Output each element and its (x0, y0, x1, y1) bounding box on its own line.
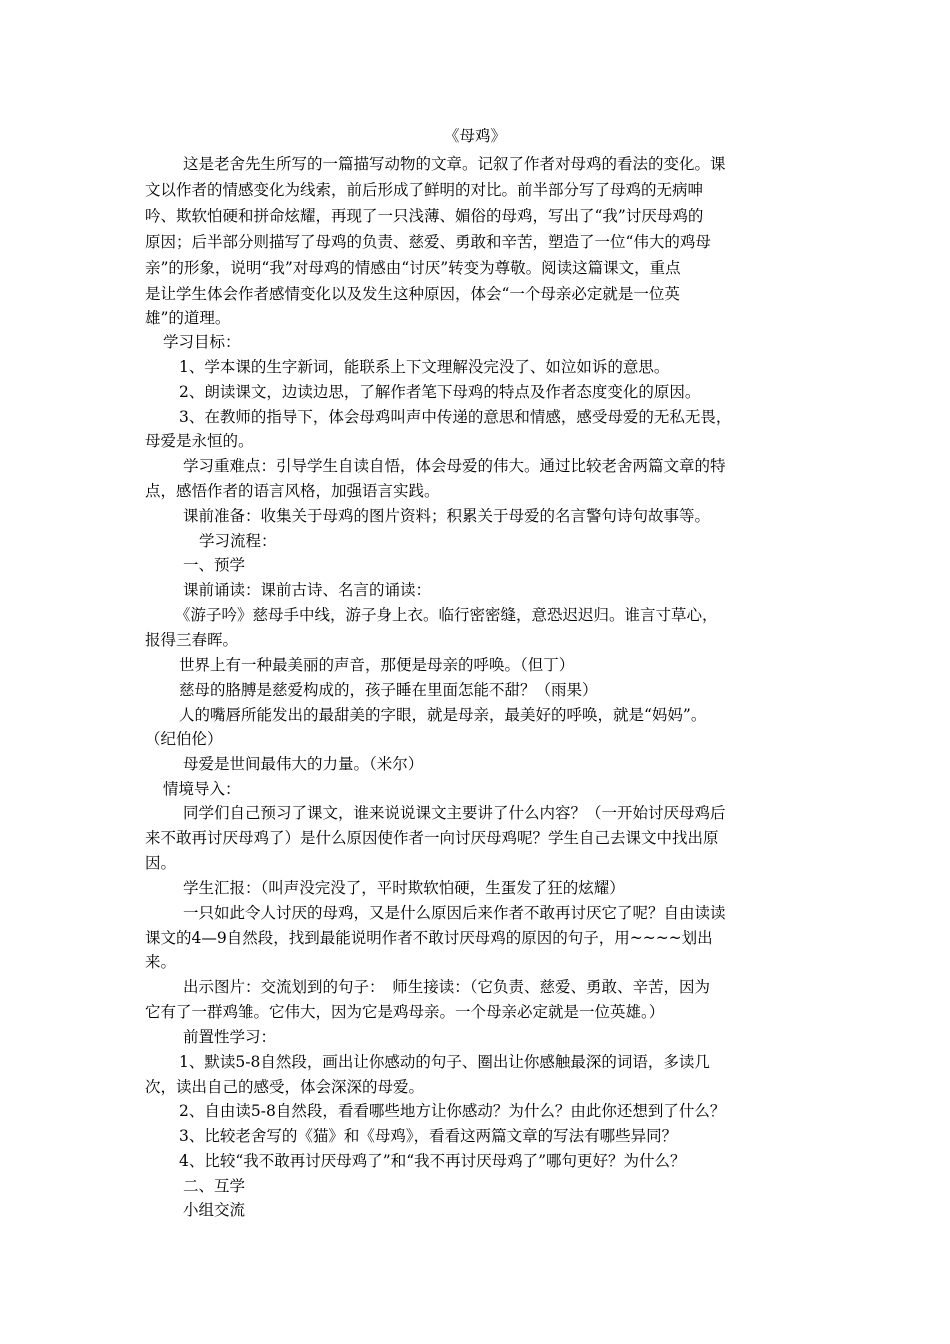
body-line: 来不敢再讨厌母鸡了）是什么原因使作者一向讨厌母鸡呢？学生自己去课文中找出原 (145, 829, 719, 847)
quote-line: 慈母的胳膊是慈爱构成的，孩子睡在里面怎能不甜？（雨果） (179, 681, 598, 699)
goal-item: 1、学本课的生字新词，能联系上下文理解没完没了、如泣如诉的意思。 (179, 358, 670, 376)
preparation-line: 课前准备：收集关于母鸡的图片资料；积累关于母爱的名言警句诗句故事等。 (183, 507, 711, 525)
goal-item: 2、朗读课文，边读边思，了解作者笔下母鸡的特点及作者态度变化的原因。 (179, 383, 701, 401)
recitation-line: 课前诵读：课前古诗、名言的诵读： (183, 581, 432, 599)
goal-item: 3、在教师的指导下，体会母鸡叫声中传递的意思和情感，感受母爱的无私无畏， (179, 408, 732, 426)
quote-line: （纪伯伦） (145, 730, 223, 748)
study-item: 2、自由读5-8自然段，看看哪些地方让你感动？为什么？由此你还想到了什么？ (179, 1102, 726, 1120)
body-line: 来。 (145, 953, 177, 971)
section-heading: 一、预学 (183, 556, 246, 574)
quote-line: 母爱是世间最伟大的力量。（米尔） (183, 755, 424, 773)
section-heading: 二、互学 (183, 1177, 246, 1195)
key-points-line: 点，感悟作者的语言风格，加强语言实践。 (145, 482, 440, 500)
intro-line: 这是老舍先生所写的一篇描写动物的文章。记叙了作者对母鸡的看法的变化。课 (183, 155, 726, 173)
section-heading: 学习流程： (199, 532, 277, 550)
section-heading: 学习目标： (163, 333, 241, 351)
intro-line: 原因；后半部分则描写了母鸡的负责、慈爱、勇敢和辛苦，塑造了一位“伟大的鸡母 (145, 233, 711, 251)
quote-line: 人的嘴唇所能发出的最甜美的字眼，就是母亲，最美好的呼唤，就是“妈妈”。 (179, 706, 707, 724)
study-item: 4、比较“我不敢再讨厌母鸡了”和“我不再讨厌母鸡了”哪句更好？为什么？ (179, 1152, 686, 1170)
key-points-line: 学习重难点：引导学生自读自悟，体会母爱的伟大。通过比较老舍两篇文章的特 (183, 457, 726, 475)
body-line: 课文的4—9自然段，找到最能说明作者不敢讨厌母鸡的原因的句子，用~~~~划出 (145, 929, 713, 947)
quote-line: 世界上有一种最美丽的声音，那便是母亲的呼唤。（但丁） (179, 656, 575, 674)
body-line: 出示图片：交流划到的句子： 师生接读：（它负责、慈爱、勇敢、辛苦，因为 (183, 978, 711, 996)
intro-line: 文以作者的情感变化为线索，前后形成了鲜明的对比。前半部分写了母鸡的无病呻 (145, 181, 704, 199)
section-heading: 前置性学习： (183, 1028, 277, 1046)
document-title: 《母鸡》 (443, 127, 506, 145)
intro-line: 吟、欺软怕硬和拼命炫耀，再现了一只浅薄、媚俗的母鸡，写出了“我”讨厌母鸡的 (145, 207, 704, 225)
body-line: 学生汇报：（叫声没完没了，平时欺软怕硬，生蛋发了狂的炫耀） (183, 879, 625, 897)
poem-line: 《游子吟》慈母手中线，游子身上衣。临行密密缝，意恐迟迟归。谁言寸草心， (175, 606, 718, 624)
intro-line: 是让学生体会作者感情变化以及发生这种原因，体会“一个母亲必定就是一位英 (145, 285, 680, 303)
intro-line: 亲”的形象，说明“我”对母鸡的情感由“讨厌”转变为尊敬。阅读这篇课文，重点 (145, 259, 681, 277)
goal-item: 母爱是永恒的。 (145, 432, 254, 450)
section-heading: 小组交流 (183, 1201, 246, 1219)
study-item: 3、比较老舍写的《猫》和《母鸡》，看看这两篇文章的写法有哪些异同？ (179, 1127, 678, 1145)
study-item: 1、默读5-8自然段，画出让你感动的句子、圈出让你感触最深的词语，多读几 (179, 1053, 710, 1071)
study-item: 次，读出自己的感受，体会深深的母爱。 (145, 1078, 425, 1096)
body-line: 一只如此令人讨厌的母鸡，又是什么原因后来作者不敢再讨厌它了呢？自由读读 (183, 904, 726, 922)
section-heading: 情境导入： (163, 780, 241, 798)
intro-line: 雄”的道理。 (145, 309, 231, 327)
body-line: 它有了一群鸡雏。它伟大，因为它是鸡母亲。一个母亲必定就是一位英雄。） (145, 1003, 665, 1021)
body-line: 因。 (145, 854, 177, 872)
poem-line: 报得三春晖。 (145, 631, 239, 649)
body-line: 同学们自己预习了课文，谁来说说课文主要讲了什么内容？（一开始讨厌母鸡后 (183, 804, 726, 822)
